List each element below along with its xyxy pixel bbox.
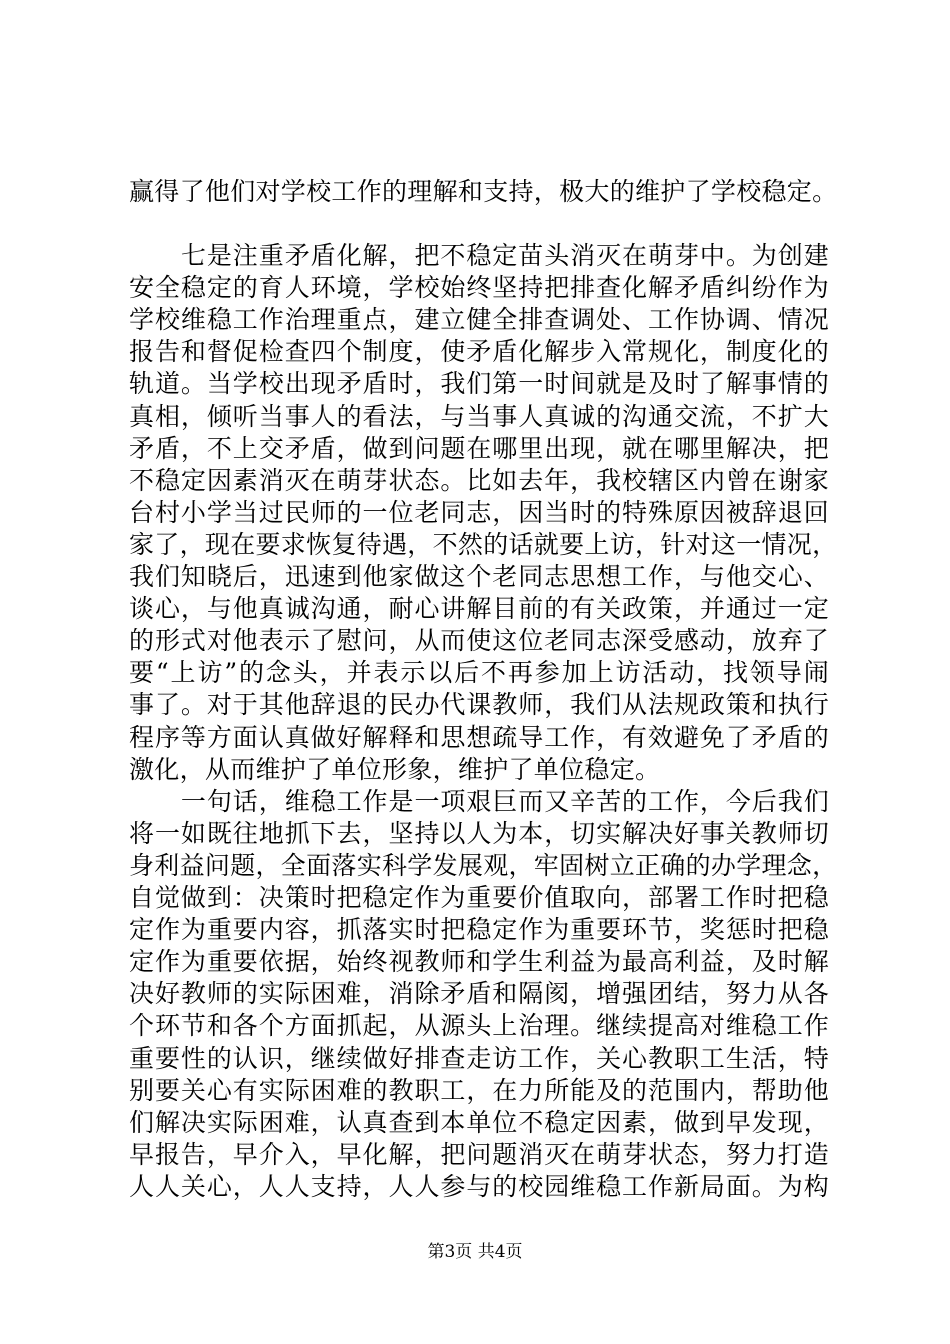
text-line: 不稳定因素消灭在萌芽状态。比如去年，我校辖区内曾在谢家: [129, 465, 829, 495]
text-line: 一句话，维稳工作是一项艰巨而又辛苦的工作，今后我们: [129, 786, 829, 816]
text-line: 轨道。当学校出现矛盾时，我们第一时间就是及时了解事情的: [129, 369, 829, 399]
text-line: 要“上访”的念头，并表示以后不再参加上访活动，找领导闹: [129, 658, 829, 688]
text-line: 身利益问题，全面落实科学发展观，牢固树立正确的办学理念，: [129, 850, 838, 880]
text-line: 赢得了他们对学校工作的理解和支持，极大的维护了学校稳定。: [129, 177, 838, 206]
page-footer: 第3页 共4页: [427, 1242, 523, 1262]
text-line: 台村小学当过民师的一位老同志，因当时的特殊原因被辞退回: [129, 497, 829, 527]
text-line: 个环节和各个方面抓起，从源头上治理。继续提高对维稳工作: [129, 1011, 829, 1041]
text-line: 人人关心，人人支持，人人参与的校园维稳工作新局面。为构: [129, 1171, 829, 1201]
text-line: 重要性的认识，继续做好排查走访工作，关心教职工生活，特: [129, 1043, 829, 1073]
text-line: 定作为重要内容，抓落实时把稳定作为重要环节，奖惩时把稳: [129, 915, 829, 945]
text-line: 激化，从而维护了单位形象，维护了单位稳定。: [129, 754, 661, 784]
text-line: 报告和督促检查四个制度，使矛盾化解步入常规化，制度化的: [129, 337, 829, 367]
text-line: 们解决实际困难，认真查到本单位不稳定因素，做到早发现，: [129, 1107, 829, 1137]
text-line: 别要关心有实际困难的教职工，在力所能及的范围内，帮助他: [129, 1075, 829, 1105]
text-line: 定作为重要依据，始终视教师和学生利益为最高利益，及时解: [129, 947, 829, 977]
text-line: 安全稳定的育人环境，学校始终坚持把排查化解矛盾纠纷作为: [129, 273, 829, 303]
text-line: 矛盾，不上交矛盾，做到问题在哪里出现，就在哪里解决，把: [129, 433, 829, 463]
text-line: 真相，倾听当事人的看法，与当事人真诚的沟通交流，不扩大: [129, 401, 829, 431]
text-line: 事了。对于其他辞退的民办代课教师，我们从法规政策和执行: [129, 690, 829, 720]
text-line: 七是注重矛盾化解，把不稳定苗头消灭在萌芽中。为创建: [129, 241, 829, 270]
text-line: 我们知晓后，迅速到他家做这个老同志思想工作，与他交心、: [129, 562, 829, 591]
text-line: 程序等方面认真做好解释和思想疏导工作，有效避免了矛盾的: [129, 722, 829, 752]
text-line: 谈心，与他真诚沟通，耐心讲解目前的有关政策，并通过一定: [129, 594, 829, 624]
text-line: 早报告，早介入，早化解，把问题消灭在萌芽状态，努力打造: [129, 1139, 829, 1169]
text-line: 的形式对他表示了慰问，从而使这位老同志深受感动，放弃了: [129, 626, 829, 656]
text-line: 自觉做到：决策时把稳定作为重要价值取向，部署工作时把稳: [129, 883, 829, 912]
text-line: 学校维稳工作治理重点，建立健全排查调处、工作协调、情况: [129, 305, 829, 335]
text-line: 将一如既往地抓下去，坚持以人为本，切实解决好事关教师切: [129, 818, 829, 848]
text-line: 家了，现在要求恢复待遇，不然的话就要上访，针对这一情况，: [129, 529, 838, 559]
text-line: 决好教师的实际困难，消除矛盾和隔阂，增强团结，努力从各: [129, 979, 829, 1009]
